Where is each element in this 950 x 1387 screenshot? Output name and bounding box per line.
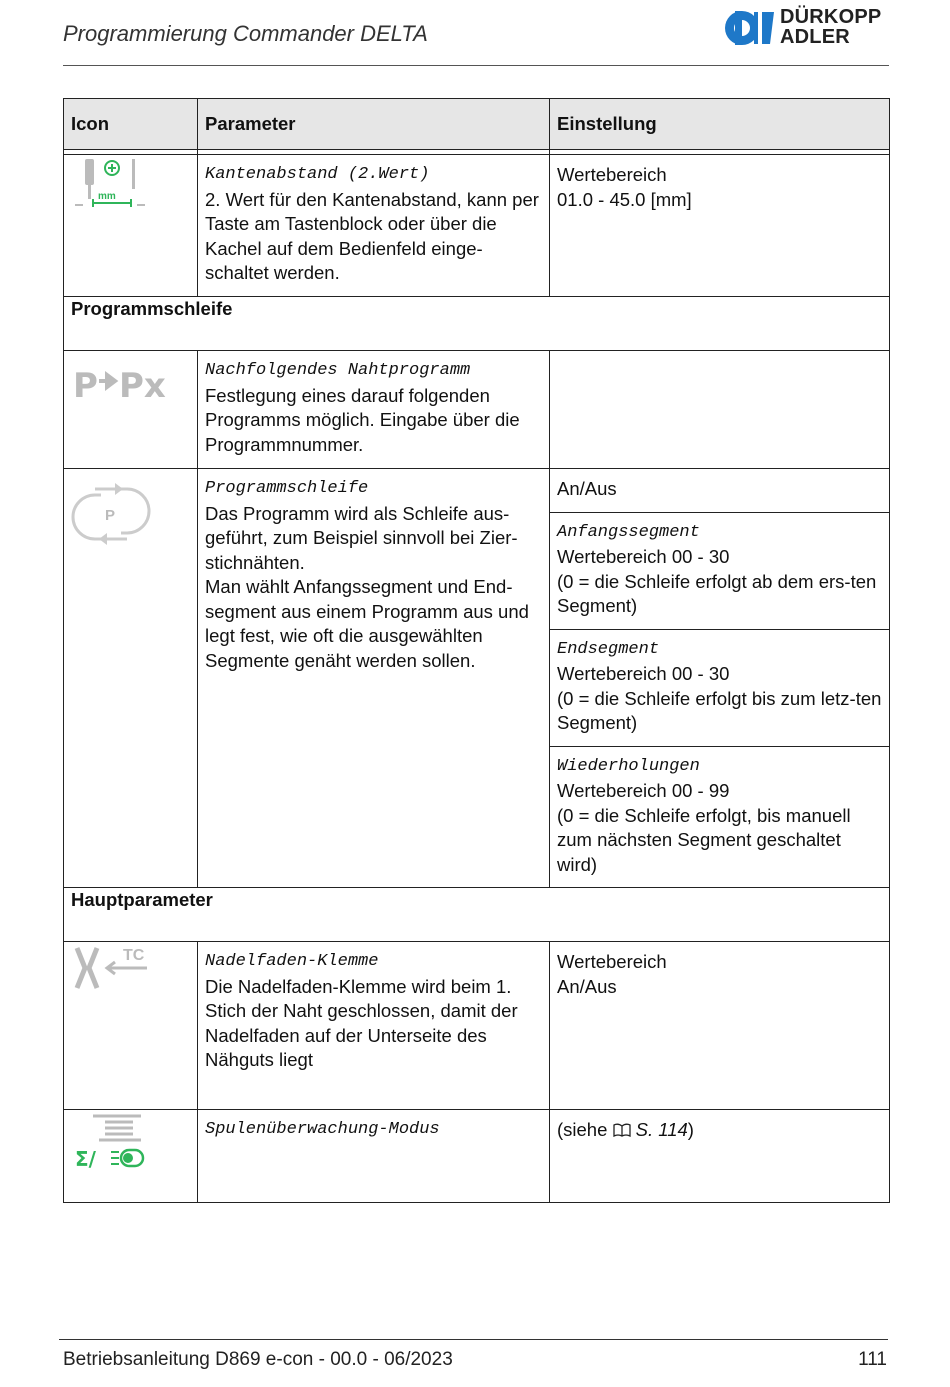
param-desc: Das Programm wird als Schleife aus-geführt, zum Beispiel sinnvoll bei Zier-stichnähten. [205,502,518,573]
param-desc: Die Nadelfaden-Klemme wird beim 1. Stich der Naht geschlossen, damit der Nadelfaden auf der Unterseite des Nähguts liegt [205,975,518,1070]
setting-ref-pre: (siehe [557,1119,613,1140]
bobbin-monitoring-icon [64,1110,198,1203]
section-row [64,297,890,351]
setting-wiederholungen [550,747,889,888]
sub-param-name: Endsegment [557,639,660,659]
sub-param-range: Wertebereich 00 - 30 [557,663,730,684]
sub-param-note: (0 = die Schleife erfolgt bis zum letz-ten Segment) [557,687,882,733]
setting-ref-post: ) [687,1119,694,1140]
section-row [64,888,890,942]
param-name: Spulenüberwachung-Modus [205,1120,440,1139]
setting-label: Wertebereich [557,164,667,185]
program-loop-icon [64,469,198,888]
col-header-einstellung: Einstellung [550,99,890,150]
table-row [64,1110,890,1203]
book-icon [613,1123,631,1137]
param-name: Kantenabstand (2.Wert) [205,165,430,184]
sub-param-range: Wertebereich 00 - 99 [557,780,730,801]
param-name: Programmschleife [205,479,369,498]
page-number: 111 [858,1349,887,1370]
section-title: Programmschleife [64,297,890,351]
setting-end [550,630,889,747]
table-row [64,469,890,888]
svg-text:P: P [73,366,98,406]
param-desc: Festlegung eines darauf folgenden Programms möglich. Eingabe über die Programmnummer. [205,384,520,455]
brand-logo [724,7,888,49]
sub-param-range: Wertebereich 00 - 30 [557,546,730,567]
svg-text:mm: mm [98,191,116,202]
sub-param-name: Wiederholungen [557,756,700,776]
setting-value: 01.0 - 45.0 [mm] [557,188,692,210]
thread-clamp-icon [64,942,198,1110]
header-rule [63,65,889,66]
setting-label: Wertebereich [557,951,667,972]
footer-doc-info: Betriebsanleitung D869 e-con - 00.0 - 06/2023 [63,1349,453,1370]
logo-mark-icon [724,7,776,47]
param-desc: Man wählt Anfangssegment und End-segment aus einem Programm aus und legt fest, wie oft die ausgewählten Segmente genäht werden sollen. [205,576,529,671]
svg-text:TC: TC [123,947,145,964]
sub-param-name: Anfangssegment [557,522,700,542]
setting-value: An/Aus [557,975,617,997]
next-program-icon [64,351,198,469]
col-header-icon: Icon [64,99,198,150]
parameter-table [63,98,890,1203]
param-name: Nachfolgendes Nahtprogramm [205,361,471,380]
svg-text:Px: Px [119,366,166,406]
setting-onoff: An/Aus [550,469,889,513]
page-reference-link[interactable]: S. 114 [635,1119,688,1140]
sub-param-note: (0 = die Schleife erfolgt ab dem ers-ten Segment) [557,570,877,616]
svg-text:Σ/: Σ/ [75,1147,96,1171]
col-header-parameter: Parameter [198,99,550,150]
table-row [64,155,890,297]
logo-line2: ADLER [780,26,850,48]
param-name: Nadelfaden-Klemme [205,952,379,971]
logo-line1: DÜRKOPP [780,6,882,28]
setting-anfang [550,513,889,630]
sub-param-note: (0 = die Schleife erfolgt, bis manuell zum nächsten Segment geschaltet wird) [557,804,851,875]
table-row [64,942,890,1110]
param-desc: 2. Wert für den Kantenabstand, kann per Taste am Tastenblock oder über die Kachel auf dem Bedienfeld einge-schaltet werden. [205,188,539,283]
section-title: Hauptparameter [64,888,890,942]
page-header-title: Programmierung Commander DELTA [63,21,428,46]
edge-distance-2-icon [64,155,198,297]
footer-rule [59,1339,888,1340]
svg-text:P: P [105,507,116,524]
table-header-row [64,99,890,150]
table-row [64,351,890,469]
